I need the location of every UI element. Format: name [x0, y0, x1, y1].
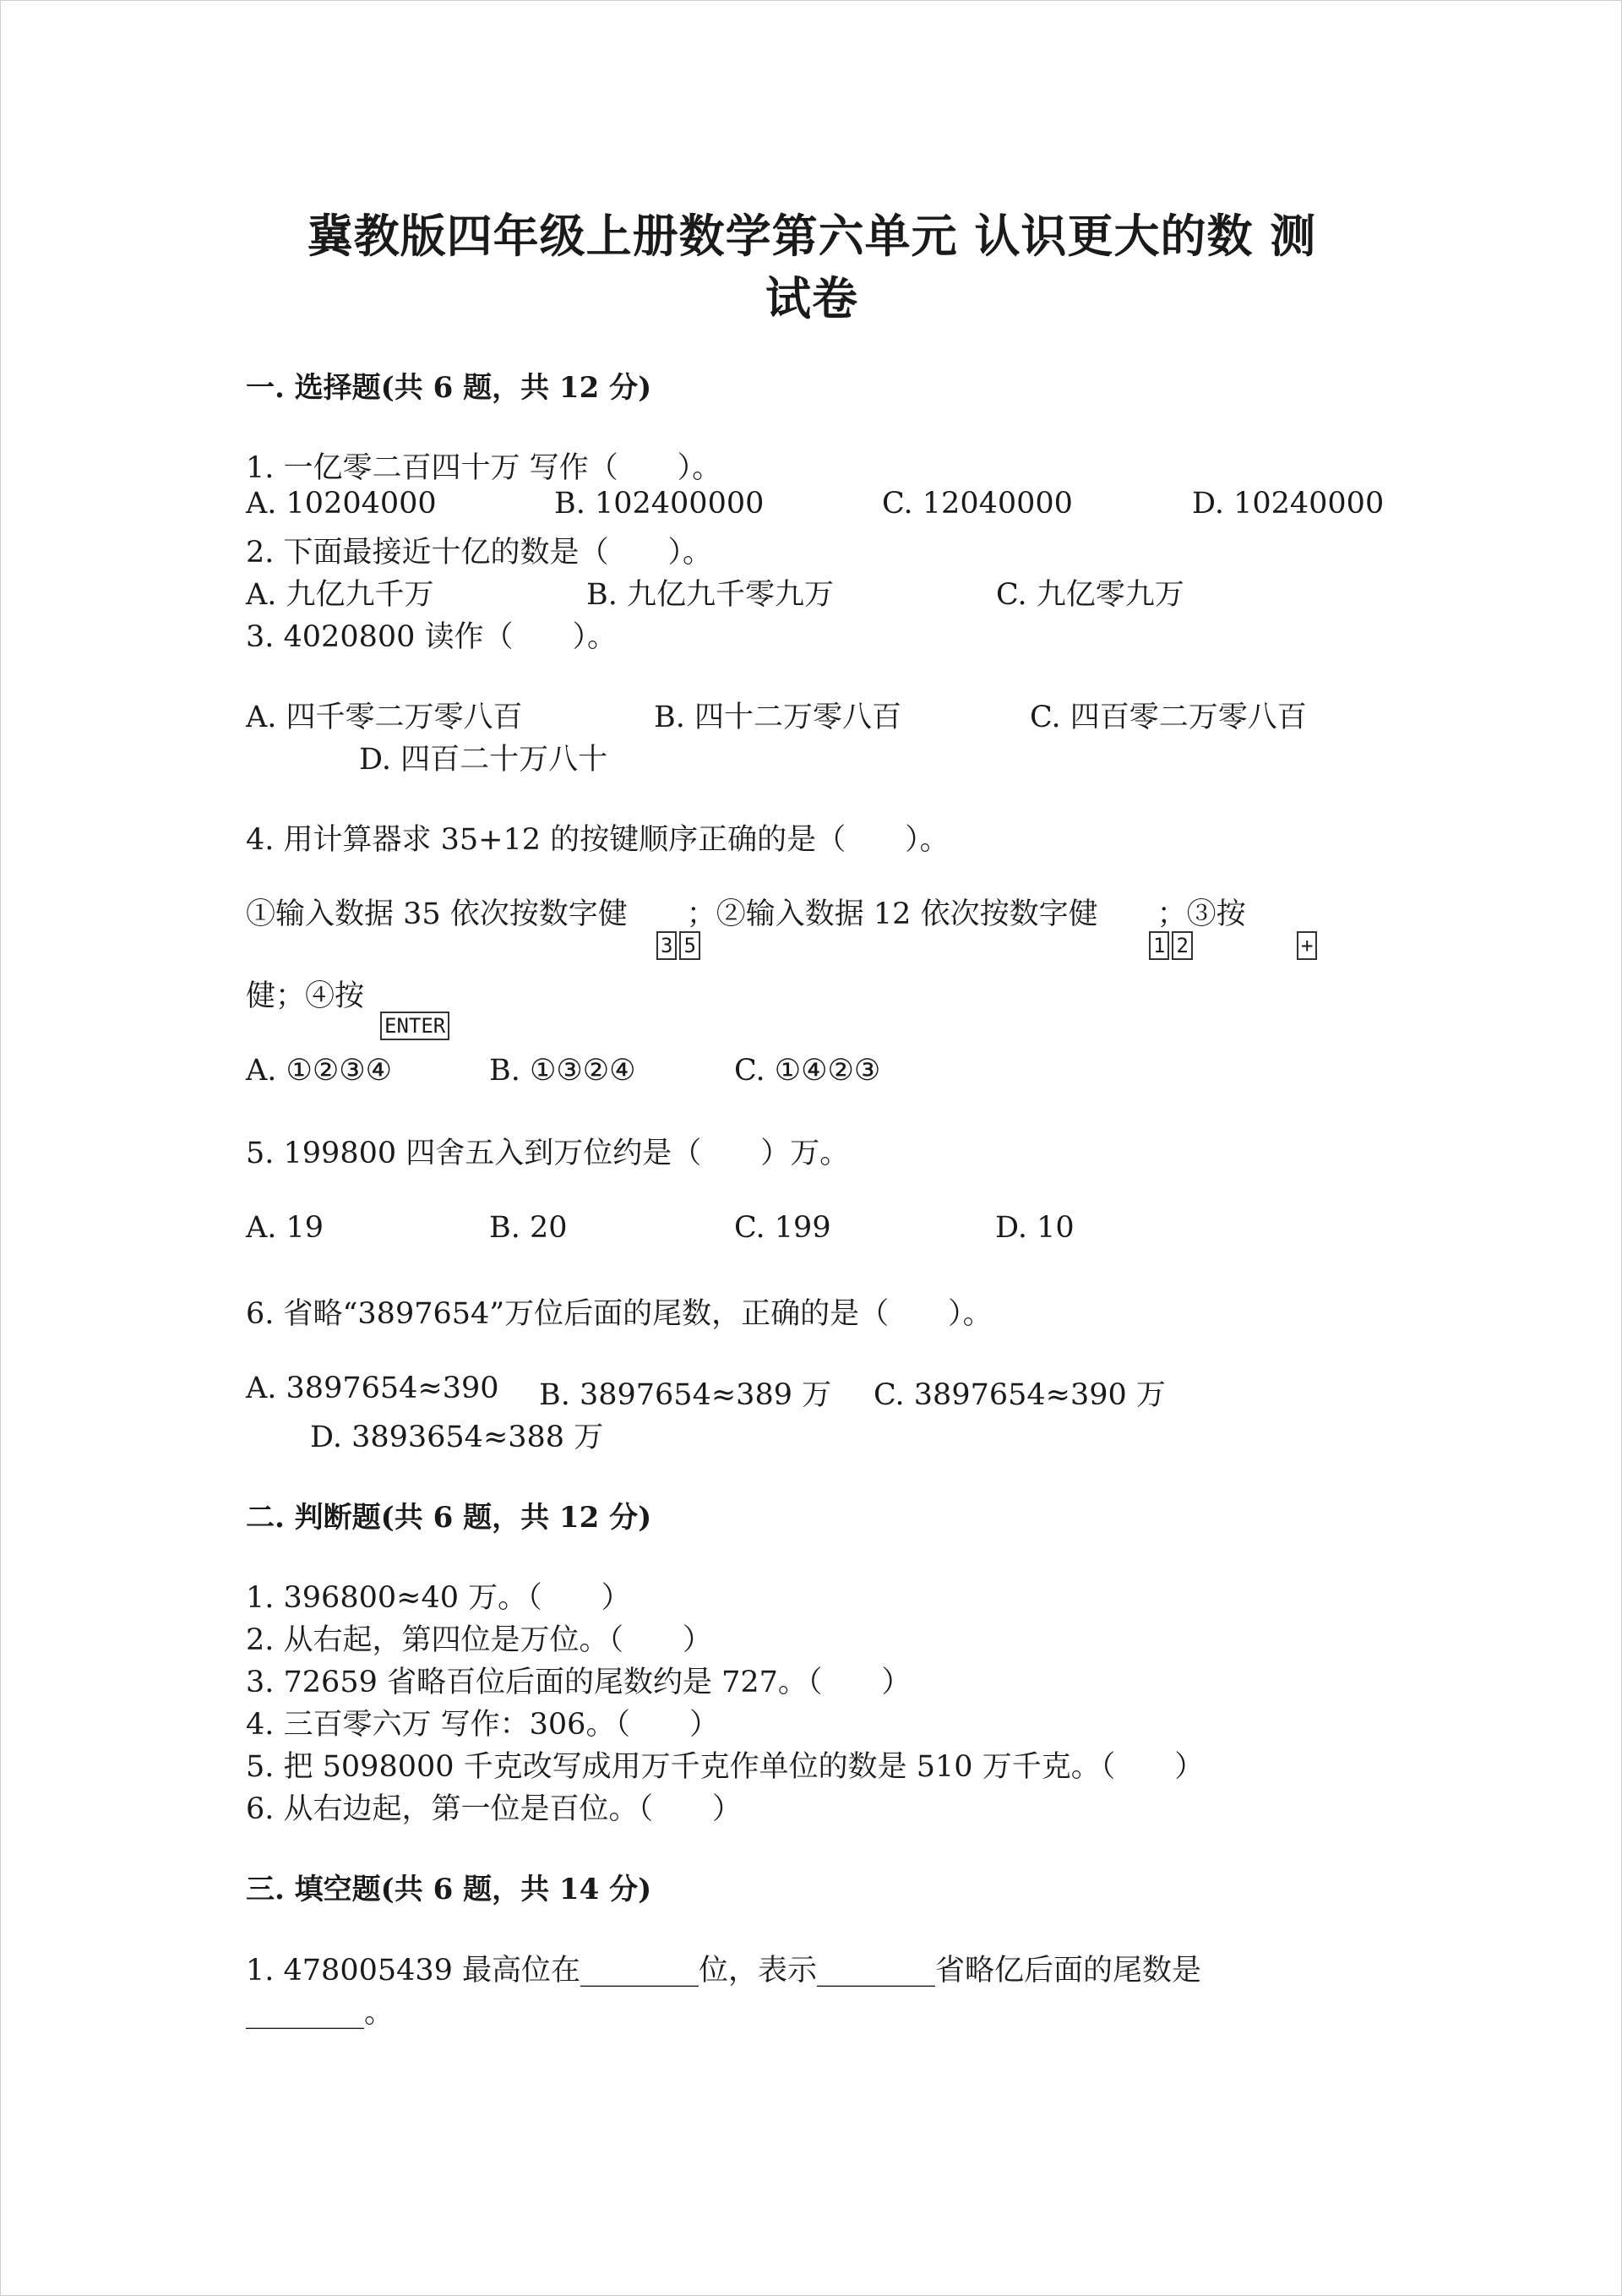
choice-q6-option-b: B. 3897654≈389 万	[539, 1378, 832, 1412]
calc-key: 3	[656, 931, 677, 960]
choice-q4-text: 4. 用计算器求 35+12 的按键顺序正确的是（ ）。	[246, 823, 950, 857]
choice-q2-text: 2. 下面最接近十亿的数是（ ）。	[246, 536, 713, 570]
choice-q4-option-a: A. ①②③④	[246, 1054, 393, 1088]
choice-q5-option-b: B. 20	[489, 1211, 568, 1245]
choice-q4-steps-line1: ①输入数据 35 依次按数字健 ；②输入数据 12 依次按数字健 ；③按	[246, 897, 1246, 931]
choice-q6-text: 6. 省略“3897654”万位后面的尾数，正确的是（ ）。	[246, 1297, 993, 1331]
choice-q2-option-c: C. 九亿零九万	[996, 578, 1184, 612]
choice-q6-option-c: C. 3897654≈390 万	[874, 1378, 1166, 1412]
choice-q3-option-c: C. 四百零二万零八百	[1030, 701, 1307, 734]
choice-q4-steps-line2: 健；④按	[246, 979, 365, 1013]
calculator-key-plus	[1297, 931, 1320, 960]
calculator-keys-12	[1149, 931, 1195, 960]
calc-key: +	[1297, 931, 1317, 960]
choice-q1-option-a: A. 10204000	[246, 487, 437, 521]
judge-item: 5. 把 5098000 千克改写成用万千克作单位的数是 510 万千克。（ ）	[246, 1750, 1205, 1784]
calc-key: ENTER	[380, 1012, 449, 1040]
choice-q5-option-c: C. 199	[734, 1211, 831, 1245]
choice-q1-text: 1. 一亿零二百四十万 写作（ ）。	[246, 451, 722, 485]
fill-q1-line1: 1. 478005439 最高位在________位，表示________省略亿后面的尾数是	[246, 1954, 1202, 1988]
choice-q3-option-a: A. 四千零二万零八百	[246, 701, 523, 734]
section-heading-judge: 二. 判断题(共 6 题，共 12 分)	[246, 1501, 652, 1535]
choice-q1-option-d: D. 10240000	[1192, 487, 1385, 521]
judge-item: 1. 396800≈40 万。（ ）	[246, 1581, 631, 1615]
calculator-keys-35	[656, 931, 703, 960]
calc-key: 5	[679, 931, 699, 960]
choice-q6-option-a: A. 3897654≈390	[246, 1372, 499, 1405]
choice-q5-text: 5. 199800 四舍五入到万位约是（ ）万。	[246, 1137, 850, 1170]
choice-q6-option-d: D. 3893654≈388 万	[310, 1421, 604, 1454]
choice-q2-option-a: A. 九亿九千万	[246, 578, 434, 612]
choice-q2-option-b: B. 九亿九千零九万	[586, 578, 834, 612]
judge-item: 2. 从右起，第四位是万位。（ ）	[246, 1623, 713, 1657]
calc-key: 1	[1149, 931, 1169, 960]
choice-q5-option-a: A. 19	[246, 1211, 324, 1245]
choice-q1-option-c: C. 12040000	[882, 487, 1073, 521]
calc-key: 2	[1172, 931, 1192, 960]
judge-item: 6. 从右边起，第一位是百位。（ ）	[246, 1792, 743, 1826]
choice-q1-option-b: B. 102400000	[554, 487, 765, 521]
page-title-line1: 冀教版四年级上册数学第六单元 认识更大的数 测	[307, 209, 1317, 263]
choice-q5-option-d: D. 10	[995, 1211, 1075, 1245]
section-heading-fill: 三. 填空题(共 6 题，共 14 分)	[246, 1873, 652, 1906]
choice-q4-option-b: B. ①③②④	[489, 1054, 636, 1088]
judge-item: 4. 三百零六万 写作：306。（ ）	[246, 1708, 719, 1742]
choice-q4-option-c: C. ①④②③	[734, 1054, 881, 1088]
choice-q3-text: 3. 4020800 读作（ ）。	[246, 620, 618, 654]
choice-q3-option-d: D. 四百二十万八十	[359, 743, 608, 777]
judge-item: 3. 72659 省略百位后面的尾数约是 727。（ ）	[246, 1666, 912, 1699]
fill-q1-line2: ________。	[246, 1996, 395, 2030]
page-title-line2: 试卷	[765, 271, 858, 325]
choice-q3-option-b: B. 四十二万零八百	[654, 701, 901, 734]
calculator-key-enter	[380, 1012, 452, 1040]
section-heading-choice: 一. 选择题(共 6 题，共 12 分)	[246, 371, 652, 405]
